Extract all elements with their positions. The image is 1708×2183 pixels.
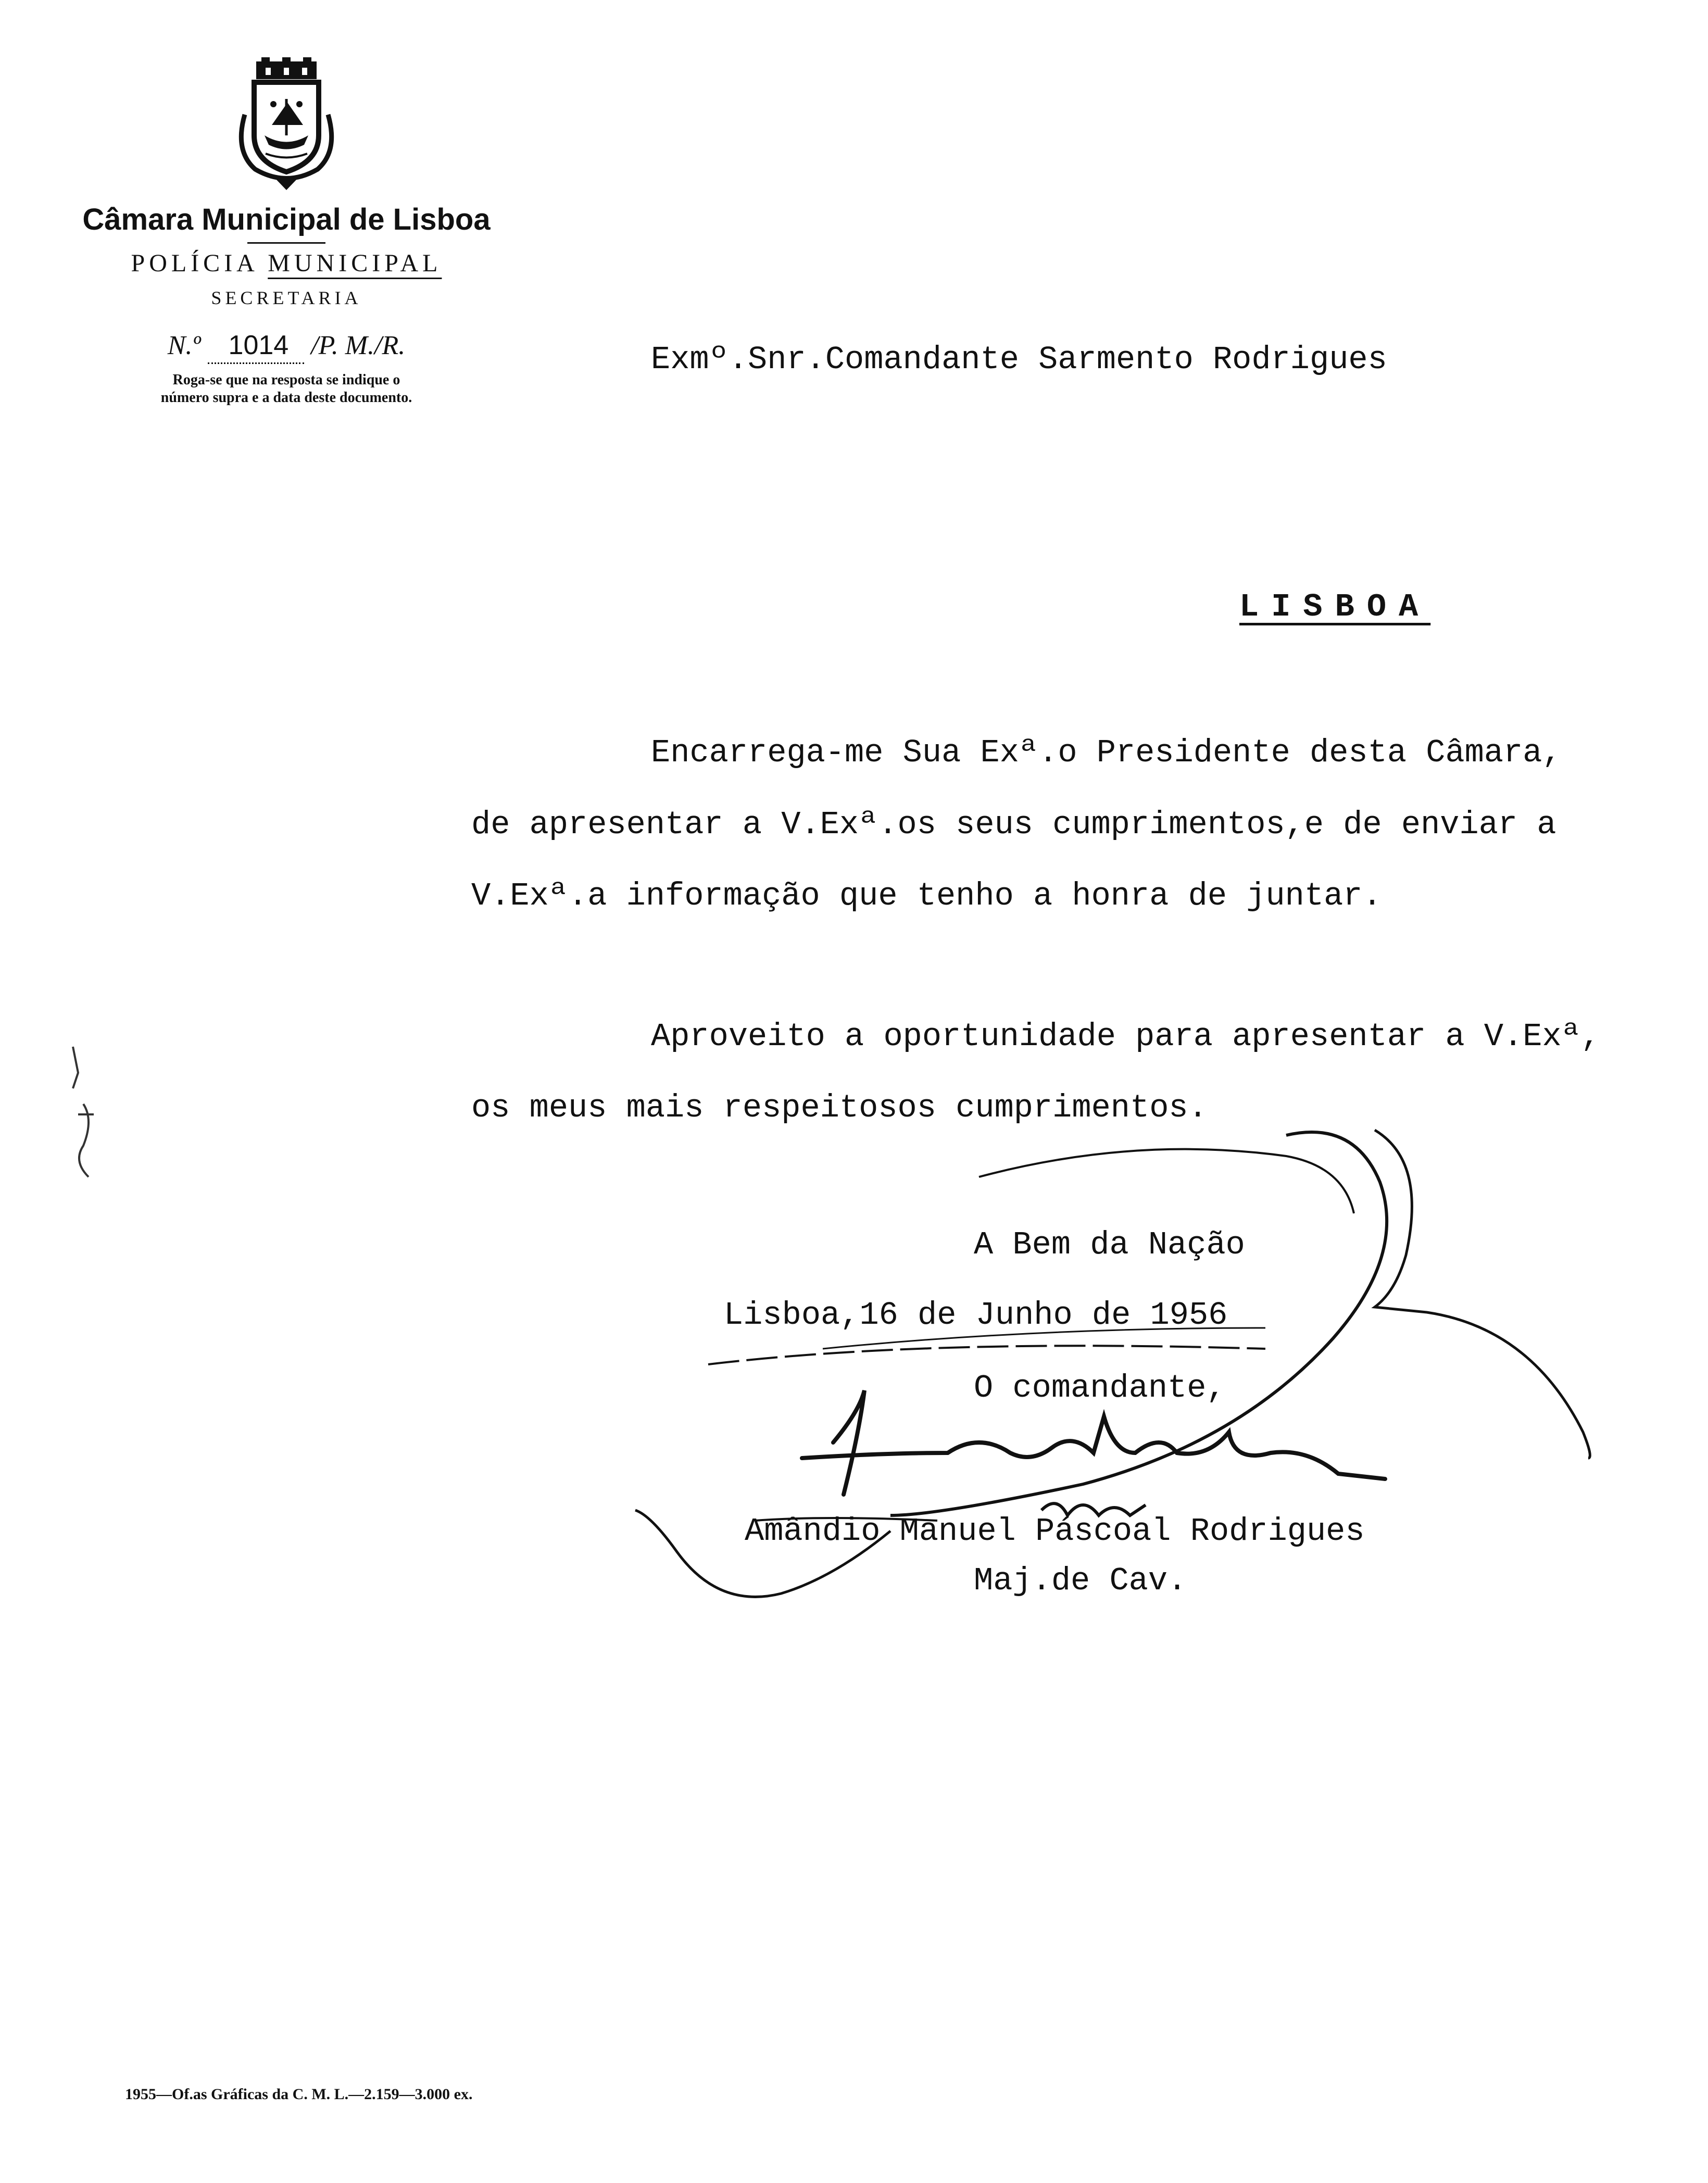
addressee: Exmº.Snr.Comandante Sarmento Rodrigues	[651, 341, 1387, 378]
signer-rank: Maj.de Cav.	[974, 1562, 1187, 1599]
lisbon-coat-of-arms-icon	[224, 57, 349, 193]
paragraph-1-line-2: de apresentar a V.Exª.os seus cumprimentos,e de enviar a	[471, 806, 1556, 843]
reference-note	[73, 371, 500, 407]
department-word-2: MUNICIPAL	[268, 249, 442, 277]
reference-line	[73, 330, 500, 361]
paragraph-1-line-3: V.Exª.a informação que tenho a honra de juntar.	[471, 877, 1382, 914]
paragraph-2-line-2: os meus mais respeitosos cumprimentos.	[471, 1089, 1208, 1126]
reference-prefix: N.º	[167, 331, 201, 360]
letterhead-divider	[247, 242, 325, 244]
margin-pencil-mark	[62, 1042, 104, 1208]
reference-number: 1014	[208, 330, 305, 364]
date-line: Lisboa,16 de Junho de 1956	[724, 1297, 1228, 1334]
city-heading: LISBOA	[1239, 588, 1431, 625]
signer-name: Amândio Manuel Páscoal Rodrigues	[745, 1513, 1365, 1550]
department-name	[73, 249, 500, 278]
section-name: SECRETARIA	[211, 287, 362, 308]
signer-role: O comandante,	[974, 1370, 1226, 1407]
letterhead	[73, 57, 500, 407]
printer-imprint: 1955—Of.as Gráficas da C. M. L.—2.159—3.000 ex.	[125, 2086, 473, 2103]
organization-name: Câmara Municipal de Lisboa	[82, 203, 491, 236]
handwritten-signature	[614, 1120, 1604, 1640]
paragraph-2-line-1: Aproveito a oportunidade para apresentar a V.Exª,	[651, 1018, 1601, 1055]
department-word-1: POLÍCIA	[131, 249, 258, 277]
closing-salutation: A Bem da Nação	[974, 1226, 1245, 1263]
paragraph-1-line-1: Encarrega-me Sua Exª.o Presidente desta Câmara,	[651, 734, 1562, 771]
reference-note-line-1: Roga-se que na resposta se indique o	[172, 372, 400, 388]
reference-note-line-2: número supra e a data deste documento.	[160, 390, 412, 406]
reference-suffix: /P. M./R.	[311, 331, 406, 360]
